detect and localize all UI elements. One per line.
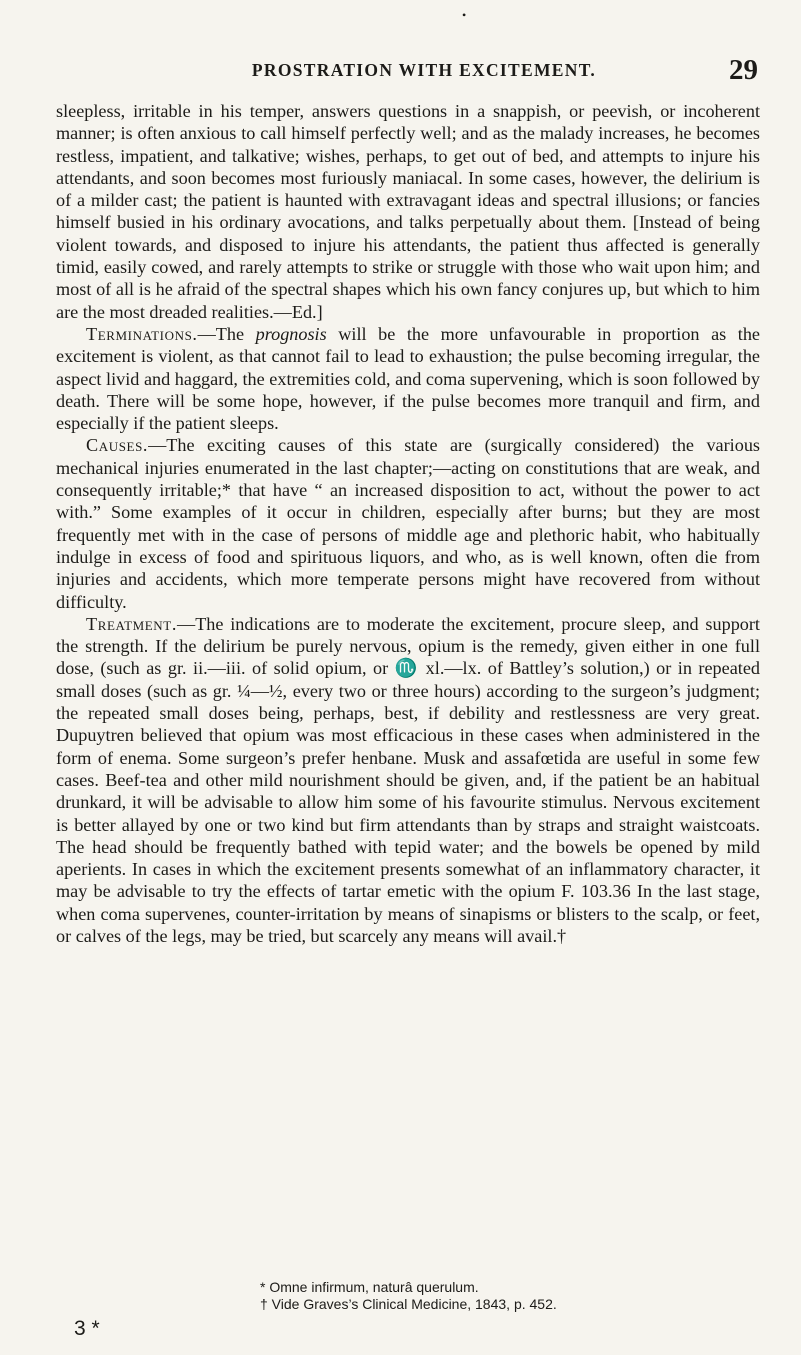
footnote-2: † Vide Graves’s Clinical Medicine, 1843, p. 452. (260, 1296, 557, 1312)
paragraph-causes: Causes.—The exciting causes of this state are (surgically considered) the various mechanical injuries enumerated in the last chapter;—acting on constitutions that are weak, and consequently irritable;* that have “ an increased disposition to act, without the power to act with.” Some examples of it occur in children, especially after burns; but they are most frequently met with in the case of persons of middle age and plethoric habit, who habitually indulge in excess of food and spirituous liquors, and who, as is well known, often die from injuries and accidents, which more temperate persons might have recovered from without difficulty. (56, 435, 760, 612)
signature-mark: 3 * (74, 1317, 100, 1340)
bullet-mark: • (462, 8, 467, 22)
paragraph-terminations: Terminations.—The prognosis will be the more unfavourable in proportion as the excitement is violent, as that cannot fail to lead to exhaustion; the pulse becoming irregular, the aspect livid and haggard, the extremities cold, and coma supervening, which is soon followed by death. There will be some hope, however, if the pulse becomes more tranquil and firm, and especially if the patient sleeps. (56, 323, 761, 434)
term-prognosis: prognosis (255, 323, 327, 344)
page-number: 29 (729, 54, 758, 86)
section-heading-causes: Causes. (86, 435, 149, 456)
paragraph-treatment: Treatment.—The indications are to moderate the excitement, procure sleep, and support the strength. If the delirium be purely nervous, opium is the remedy, given either in one full dose, (such as gr. ii.—iii. of solid opium, or ♏ xl.—lx. of Battley’s solution,) or in repeated small doses (such as gr. ¼—½, every two or three hours) according to the surgeon’s judgment; the repeated small doses being, perhaps, best, if debility and restlessness are very great. Dupuytren believed that opium was most efficacious in these cases when administered in the form of enema. Some surgeon’s prefer henbane. Musk and assafœtida are useful in some few cases. Beef-tea and other mild nourishment should be given, and, if the patient be an habitual drunkard, it will be advisable to allow him some of his favourite stimulus. Nervous excitement is better allayed by one or two kind but firm attendants than by straps and straight waistcoats. The head should be frequently bathed with tepid water; and the bowels be opened by mild aperients. In cases in which the excitement presents somewhat of an inflammatory character, it may be advisable to try the effects of tartar emetic with the opium F. 103.36 In the last stage, when coma supervenes, counter-irritation by means of sinapisms or blisters to the scalp, or feet, or calves of the legs, may be tried, but scarcely any means will avail.† (56, 613, 760, 946)
running-title: PROSTRATION WITH EXCITEMENT. (251, 59, 597, 80)
section-heading-terminations: Terminations. (86, 323, 198, 344)
paragraph-intro: sleepless, irritable in his temper, answers questions in a snappish, or peevish, or incoherent manner; is often anxious to call himself perfectly well; and as the malady increases, he becomes restless, impatient, and talkative; wishes, perhaps, to get out of bed, and attempts to injure his attendants, and soon becomes most furiously maniacal. In some cases, however, the delirium is of a milder cast; the patient is haunted with extravagant ideas and spectral illusions; or fancies himself busied in his ordinary avocations, and talks perpetually about them. [Instead of being violent towards, and disposed to injure his attendants, the patient thus affected is generally timid, easily cowed, and rarely attempts to strike or struggle with those who wait upon him; and most of all is he afraid of the spectral shapes which his own fancy conjures up, but which to him are the most dreaded realities.—Ed.] (56, 101, 760, 322)
body-text (56, 100, 760, 947)
footnotes (56, 1279, 760, 1313)
running-header (90, 55, 758, 85)
footnote-1: * Omne infirmum, naturâ querulum. (260, 1279, 479, 1295)
section-heading-treatment: Treatment. (86, 613, 177, 634)
